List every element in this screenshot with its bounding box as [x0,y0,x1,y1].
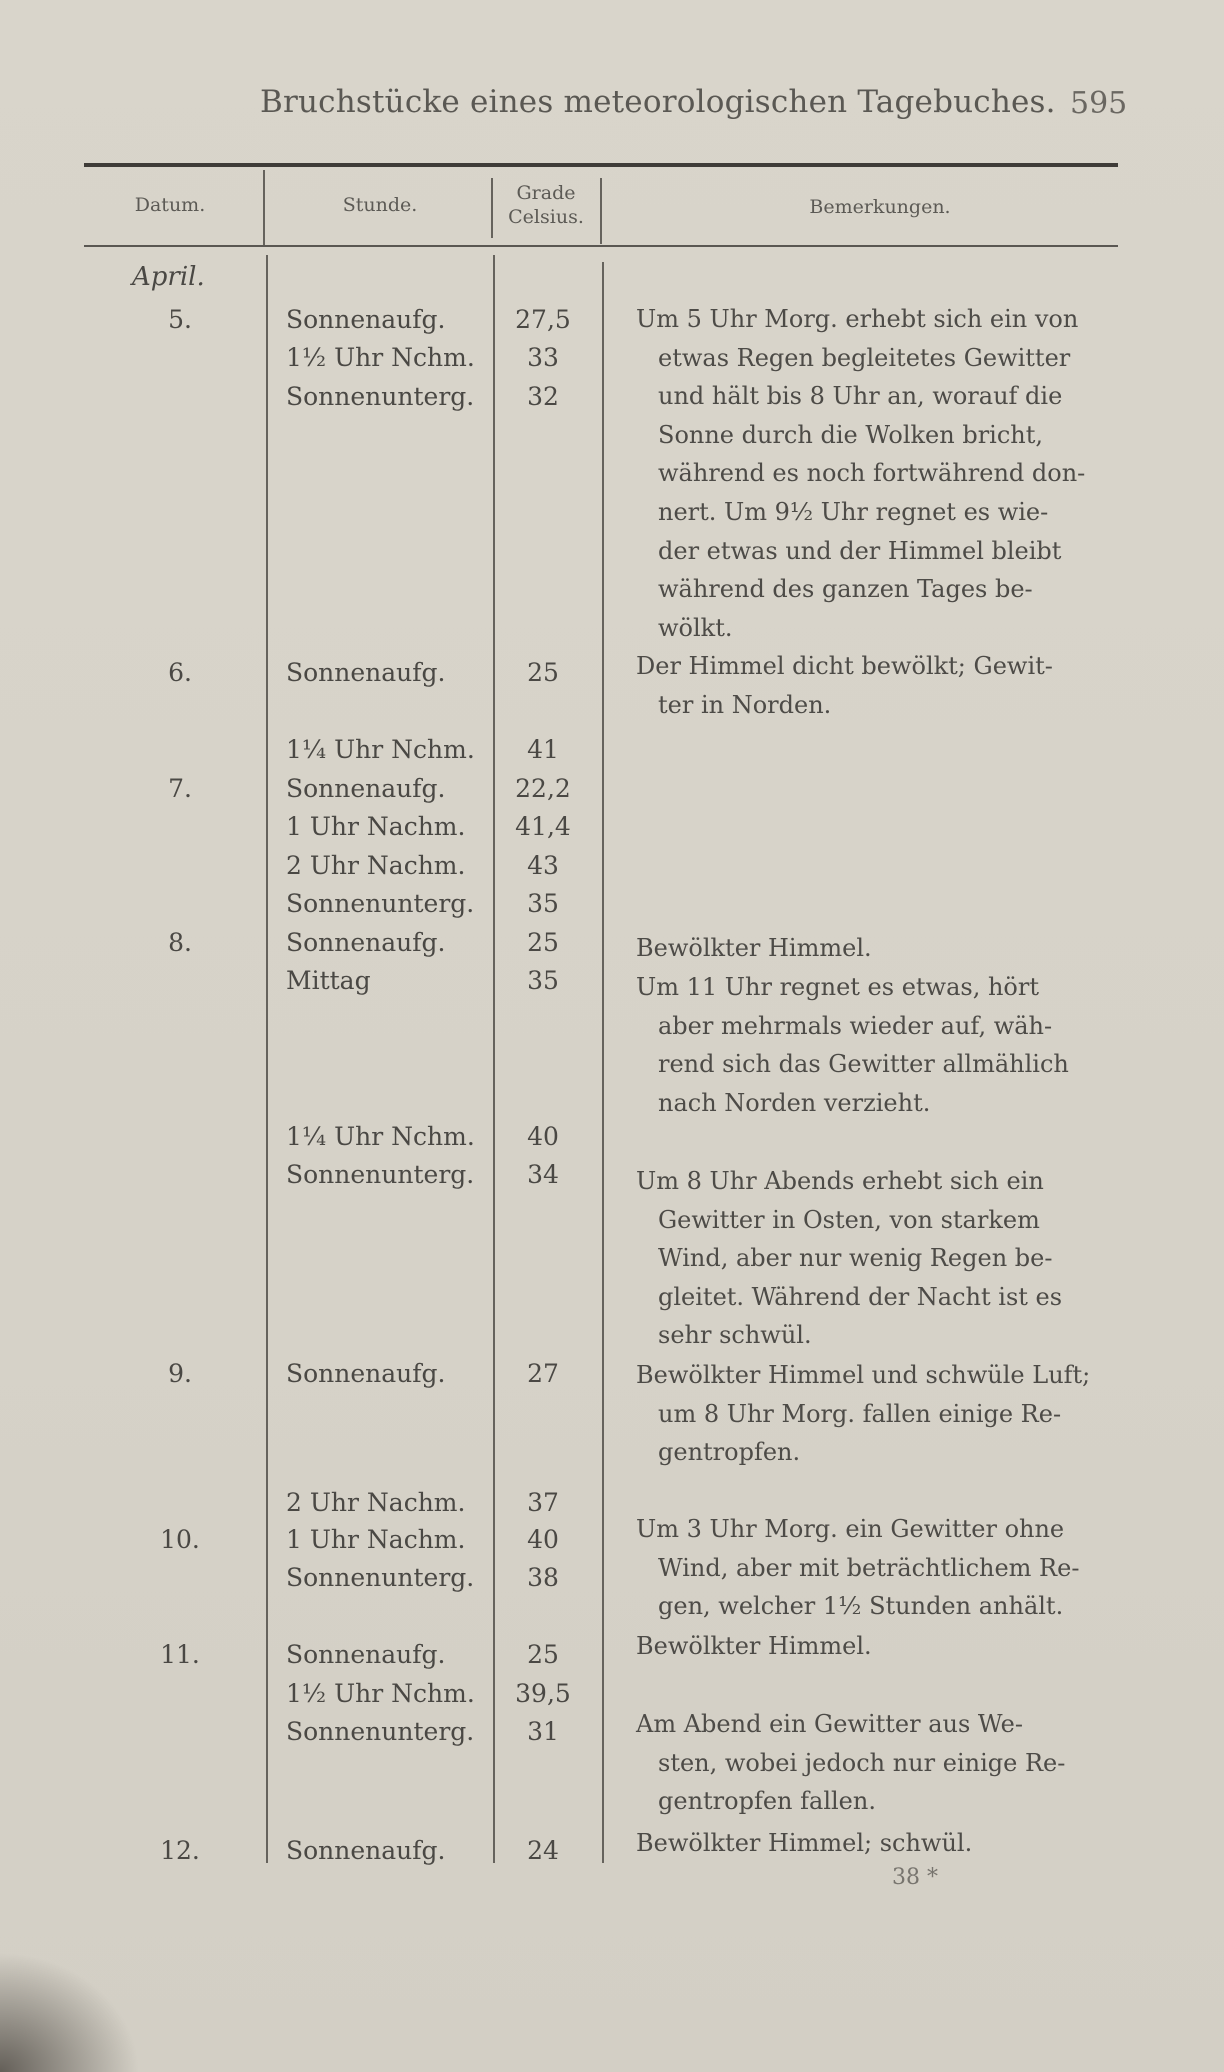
row-temperature: 40 [527,1122,559,1151]
remark-line: sehr schwül. [658,1321,812,1350]
row-temperature: 24 [527,1836,559,1865]
row-temperature: 31 [527,1717,559,1746]
row-temperature: 41,4 [515,812,571,841]
row-temperature: 41 [527,735,559,764]
remark-line: nach Norden verzieht. [658,1088,931,1117]
row-temperature: 35 [527,966,559,995]
remark-block [636,1705,1126,1821]
row-hour: 2 Uhr Nachm. [286,1488,466,1517]
row-date: 5. [168,305,192,334]
row-hour: Sonnenaufg. [286,928,446,957]
column-divider-date-hour [266,255,268,1863]
row-date: 8. [168,928,192,957]
row-temperature: 40 [527,1525,559,1554]
remark-line: Wind, aber mit beträchtlichem Re- [658,1553,1080,1582]
column-header-bemerkungen: Bemerkungen. [809,196,951,218]
signature-mark: 38 * [892,1865,938,1890]
remark-line: etwas Regen begleitetes Gewitter [658,343,1071,372]
row-temperature: 34 [527,1160,559,1189]
remark-line: während es noch fortwährend don- [658,459,1086,488]
page-number: 595 [1070,86,1128,121]
remark-line: Der Himmel dicht bewölkt; Gewit- [636,652,1053,680]
row-hour: 1½ Uhr Nchm. [286,343,475,372]
remark-line: um 8 Uhr Morg. fallen einige Re- [658,1399,1062,1428]
column-header-datum: Datum. [134,194,206,216]
row-temperature: 39,5 [515,1679,571,1708]
remark-block [636,300,1126,647]
header-divider-2 [491,178,493,238]
row-hour: Sonnenaufg. [286,1836,446,1865]
column-header-grade: Grade [516,182,576,204]
row-hour: 1¼ Uhr Nchm. [286,1122,475,1151]
remark-block [636,1824,1126,1863]
remark-line: gentropfen fallen. [658,1787,876,1816]
top-rule [84,163,1118,167]
remark-block [636,1627,1126,1666]
remark-block [636,1510,1126,1626]
row-hour: Sonnenunterg. [286,382,475,411]
row-temperature: 25 [527,658,559,687]
remark-line: der etwas und der Himmel bleibt [658,536,1062,565]
remark-line: aber mehrmals wieder auf, wäh- [658,1011,1053,1040]
remark-line: gleitet. Während der Nacht ist es [658,1282,1063,1311]
column-header-celsius: Celsius. [508,206,584,228]
row-hour: 1 Uhr Nachm. [286,812,466,841]
row-hour: Sonnenaufg. [286,774,446,803]
remark-line: gentropfen. [658,1438,801,1467]
row-date: 9. [168,1359,192,1388]
remark-line: Bewölkter Himmel. [636,1632,872,1660]
remark-line: und hält bis 8 Uhr an, worauf die [658,382,1063,411]
row-hour: Sonnenaufg. [286,658,446,687]
row-temperature: 33 [527,343,559,372]
header-divider-1 [263,170,265,245]
remark-line: Bewölkter Himmel; schwül. [636,1829,973,1857]
row-temperature: 27,5 [515,305,571,334]
header-rule [84,245,1118,247]
row-temperature: 43 [527,851,559,880]
row-hour: 2 Uhr Nachm. [286,851,466,880]
remark-line: ter in Norden. [658,690,832,719]
row-hour: 1½ Uhr Nchm. [286,1679,475,1708]
row-date: 7. [168,774,192,803]
remark-line: Am Abend ein Gewitter aus We- [636,1710,1023,1738]
column-header-stunde: Stunde. [342,194,418,216]
row-temperature: 38 [527,1563,559,1592]
row-hour: 1¼ Uhr Nchm. [286,735,475,764]
remark-block [636,647,1126,724]
remark-line: Um 8 Uhr Abends erhebt sich ein [636,1167,1044,1195]
row-temperature: 25 [527,1640,559,1669]
row-hour: Mittag [286,966,371,995]
row-hour: Sonnenaufg. [286,1640,446,1669]
header-divider-3 [600,178,602,244]
row-hour: Sonnenaufg. [286,305,446,334]
remark-line: gen, welcher 1½ Stunden anhält. [658,1592,1064,1621]
remark-line: Sonne durch die Wolken bricht, [658,420,1044,449]
remark-line: Wind, aber nur wenig Regen be- [658,1244,1053,1273]
remark-line: wölkt. [658,613,733,642]
remark-line: Um 3 Uhr Morg. ein Gewitter ohne [636,1515,1065,1543]
row-hour: Sonnenunterg. [286,1717,475,1746]
remark-block [636,929,1126,968]
row-hour: Sonnenunterg. [286,889,475,918]
running-title: Bruchstücke eines meteorologischen Tagebuches. [260,84,1056,120]
remark-block [636,968,1126,1122]
row-date: 11. [160,1640,200,1669]
row-temperature: 27 [527,1359,559,1388]
remark-line: während des ganzen Tages be- [658,575,1033,604]
row-hour: Sonnenunterg. [286,1563,475,1592]
column-divider-hour-temp [493,255,495,1863]
remark-line: Um 5 Uhr Morg. erhebt sich ein von [636,305,1079,333]
row-hour: 1 Uhr Nachm. [286,1525,466,1554]
remark-block [636,1162,1126,1355]
row-hour: Sonnenunterg. [286,1160,475,1189]
remark-line: nert. Um 9½ Uhr regnet es wie- [658,497,1049,526]
remark-line: rend sich das Gewitter allmählich [658,1050,1069,1079]
remark-block [636,1356,1126,1472]
row-date: 10. [160,1525,200,1554]
remark-line: sten, wobei jedoch nur einige Re- [658,1748,1066,1777]
remark-line: Um 11 Uhr regnet es etwas, hört [636,973,1039,1001]
column-divider-temp-remarks [602,262,604,1863]
row-temperature: 25 [527,928,559,957]
remark-line: Gewitter in Osten, von starkem [658,1205,1040,1234]
remark-line: Bewölkter Himmel. [636,934,872,962]
row-temperature: 37 [527,1488,559,1517]
remark-line: Bewölkter Himmel und schwüle Luft; [636,1361,1091,1389]
row-temperature: 22,2 [515,774,571,803]
month-label: April. [132,262,205,292]
row-date: 6. [168,658,192,687]
row-temperature: 32 [527,382,559,411]
row-date: 12. [160,1836,200,1865]
row-hour: Sonnenaufg. [286,1359,446,1388]
row-temperature: 35 [527,889,559,918]
